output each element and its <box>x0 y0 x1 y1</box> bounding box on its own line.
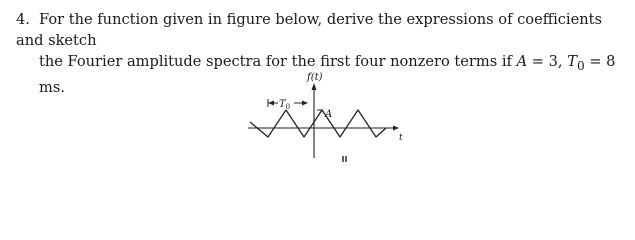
problem-text-line-2: the Fourier amplitude spectra for the first four nonzero terms if <box>39 53 512 70</box>
period-value: = 8 ms. <box>39 53 616 96</box>
triangle-wave-figure <box>228 60 428 162</box>
problem-text-line-1: For the function given in figure below, derive the expressions of coefficients and sketch <box>16 11 602 49</box>
period-label: $T_0$ <box>279 99 291 111</box>
triangle-wave-svg <box>228 60 428 162</box>
amplitude-label: A <box>325 109 333 120</box>
period-symbol: T <box>567 53 577 70</box>
period-subscript: 0 <box>576 58 585 73</box>
amplitude-value: = 3, <box>531 53 563 70</box>
x-axis-label: t <box>399 133 403 143</box>
period-arrow-left-icon <box>268 101 274 106</box>
period-arrow-right-icon <box>302 101 308 106</box>
y-axis-label: f(t) <box>307 72 323 83</box>
triangle-waveform <box>250 110 386 137</box>
y-axis-arrow-icon <box>312 83 317 90</box>
x-axis-arrow-icon <box>393 126 399 131</box>
amplitude-symbol: A <box>516 53 528 70</box>
problem-number: 4. <box>16 11 30 28</box>
problem-line-1 <box>16 9 628 51</box>
